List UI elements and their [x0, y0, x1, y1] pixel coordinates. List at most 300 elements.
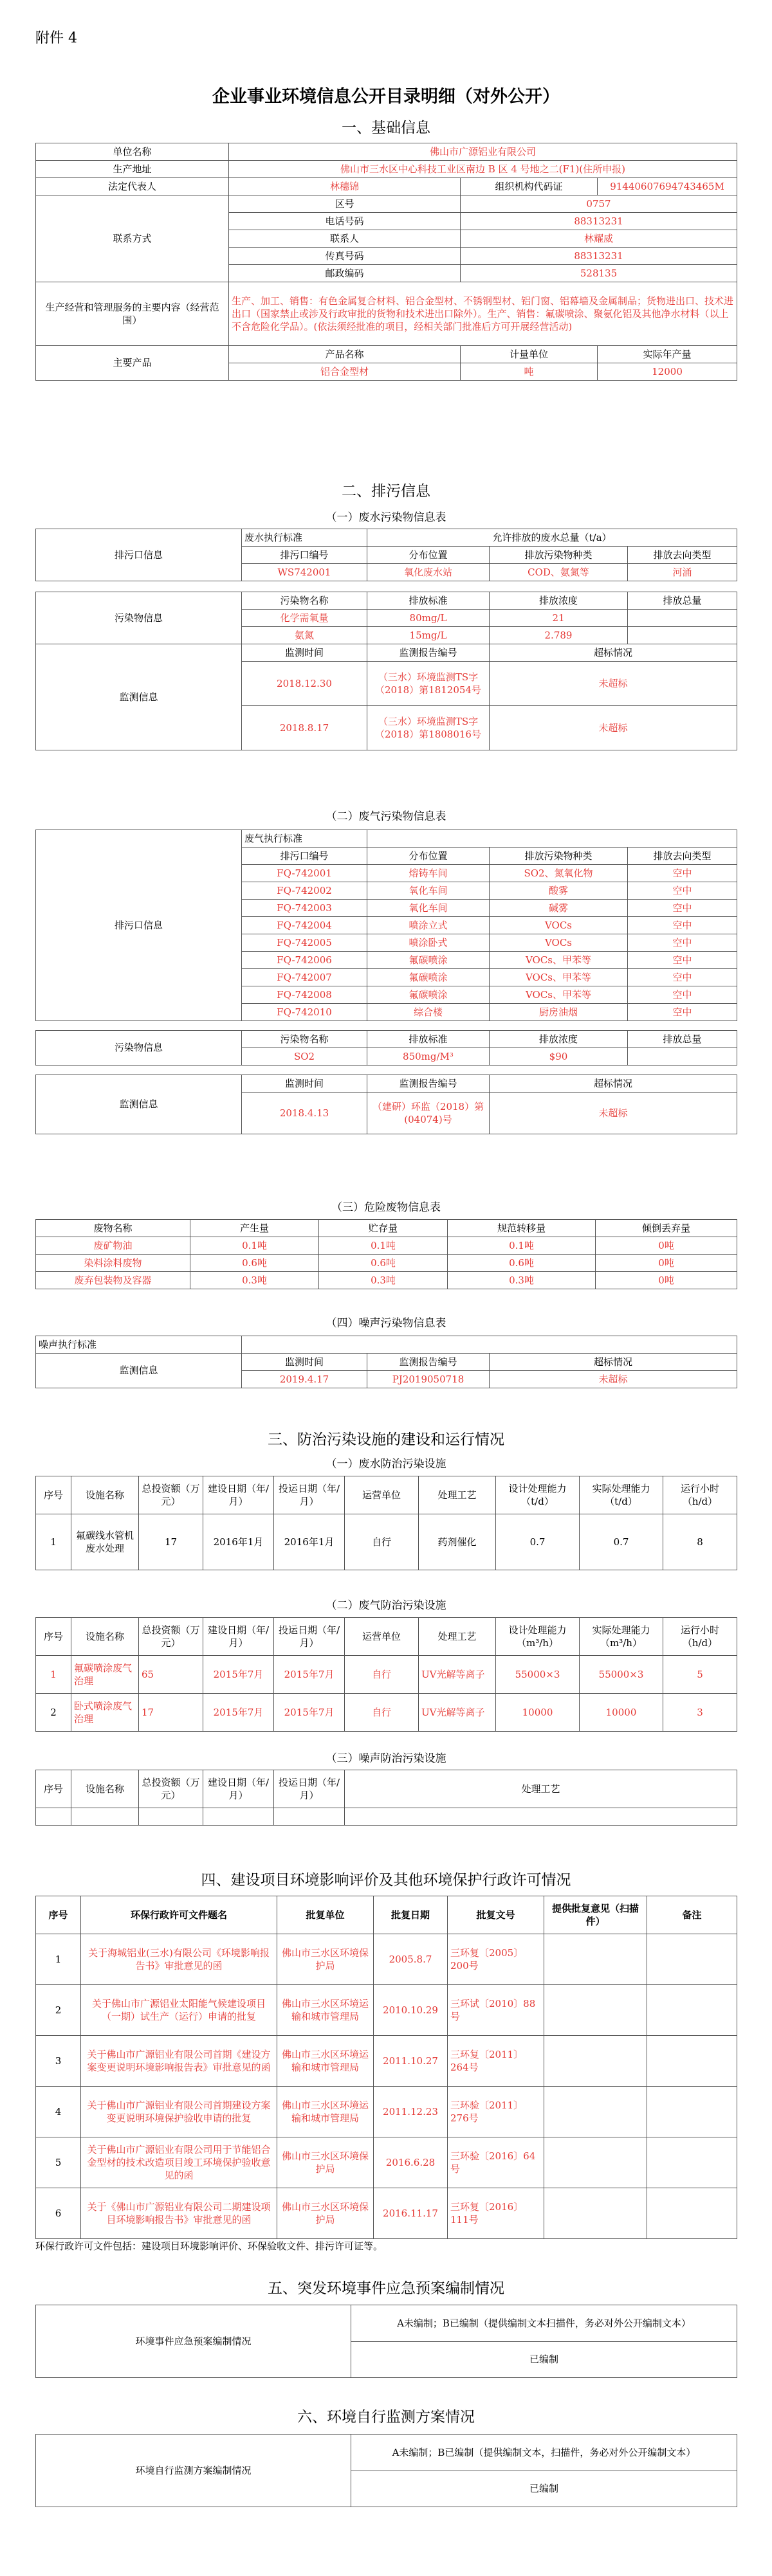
- cell: VOCs、甲苯等: [490, 986, 628, 1004]
- cell: 卧式喷涂废气治理: [71, 1694, 139, 1732]
- table-row: [36, 1618, 737, 1656]
- cell: （建研）环监（2018）第(04074)号: [367, 1093, 490, 1134]
- cell: [544, 2137, 647, 2188]
- cell: 2: [36, 1985, 81, 2036]
- permits-table: [35, 1896, 737, 2239]
- cell: [647, 2087, 737, 2137]
- cell: [203, 1808, 274, 1826]
- header-cell: 产生量: [190, 1220, 319, 1237]
- cell: 3: [663, 1694, 737, 1732]
- cell: 喷涂立式: [367, 917, 490, 934]
- cell-label: 实际年产量: [598, 346, 737, 363]
- cell: [647, 2036, 737, 2087]
- cell: [647, 2137, 737, 2188]
- section-basic-title: 一、基础信息: [342, 120, 430, 136]
- cell: 0吨: [596, 1237, 737, 1255]
- cell-label: 生产经营和管理服务的主要内容（经营范围）: [36, 282, 229, 346]
- cell: 空中: [628, 986, 737, 1004]
- header-cell: 排放浓度: [490, 1031, 628, 1048]
- header-cell: 监测时间: [242, 1075, 367, 1093]
- table-row: [36, 529, 737, 547]
- table-row: [36, 1694, 737, 1732]
- cell: [242, 1336, 737, 1354]
- section-permits-title: 四、建设项目环境影响评价及其他环境保护行政许可情况: [201, 1872, 571, 1889]
- pollutant-group-label: 污染物信息: [36, 592, 242, 644]
- cell-label: 废水执行标准: [242, 529, 367, 547]
- spacer: [36, 581, 737, 592]
- table-row: [36, 2137, 737, 2188]
- table-row: [36, 1808, 737, 1826]
- cell-label: 允许排放的废水总量（t/a）: [367, 529, 737, 547]
- cell: FQ-742001: [242, 865, 367, 882]
- wastewater-table: [35, 529, 737, 750]
- cell: 熔铸车间: [367, 865, 490, 882]
- cell: 三环验〔2016〕64号: [448, 2137, 544, 2188]
- cell-label: 区号: [229, 195, 461, 213]
- header-cell: 排污口编号: [242, 547, 367, 564]
- table-row: [36, 1770, 737, 1808]
- cell-label: 环境事件应急预案编制情况: [36, 2305, 351, 2378]
- cell: 1: [36, 1656, 71, 1694]
- fax: 88313231: [461, 248, 737, 265]
- gas-facility-title: （二）废气防治污染设施: [326, 1599, 446, 1612]
- header-cell: 分布位置: [367, 547, 490, 564]
- header-cell: 批复单位: [277, 1896, 374, 1934]
- cell: [367, 830, 737, 848]
- cell: [647, 1985, 737, 2036]
- unit-name: 佛山市广源铝业有限公司: [229, 143, 737, 161]
- hazwaste-table: [35, 1219, 737, 1289]
- cell: [544, 2087, 647, 2137]
- header-cell: 序号: [36, 1618, 71, 1656]
- outlet-group-label: 排污口信息: [36, 529, 242, 581]
- cell: COD、氨氮等: [490, 564, 628, 581]
- header-cell: 设施名称: [71, 1770, 139, 1808]
- legal-rep: 林穗锦: [229, 178, 461, 195]
- header-cell: 监测时间: [242, 1354, 367, 1371]
- cell-label: 邮政编码: [229, 265, 461, 282]
- cell: VOCs、甲苯等: [490, 969, 628, 986]
- cell: 氧化车间: [367, 882, 490, 900]
- cell: 2011.12.23: [374, 2087, 448, 2137]
- product-unit: 吨: [461, 363, 598, 381]
- business-scope: 生产、加工、销售：有色金属复合材料、铝合金型材、不锈钢型材、铝门窗、铝幕墙及金属制品；货物进出口、技术进出口（国家禁止或涉及行政审批的货物和技术进出口除外）。生产、销售：氟碳喷涂、聚氨化铝及其他净水材料（以上不含危险化学品）。(依法须经批准的项目，经相关部门批准后方可开展经营活动): [229, 282, 737, 346]
- cell: （三水）环境监测TS字（2018）第1808016号: [367, 706, 490, 750]
- cell: 空中: [628, 917, 737, 934]
- cell: 1: [36, 1514, 71, 1570]
- spacer: [36, 1021, 737, 1031]
- noise-facility-table: [35, 1770, 737, 1826]
- header-cell: 投运日期（年/月）: [274, 1618, 345, 1656]
- cell: 0.1吨: [448, 1237, 596, 1255]
- header-cell: 排放总量: [628, 1031, 737, 1048]
- cell: 2019.4.17: [242, 1371, 367, 1388]
- cell-label: 产品名称: [229, 346, 461, 363]
- header-cell: 污染物名称: [242, 1031, 367, 1048]
- header-cell: 监测报告编号: [367, 644, 490, 662]
- cell: 三环复〔2011〕264号: [448, 2036, 544, 2087]
- address: 佛山市三水区中心科技工业区南边 B 区 4 号地之二(F1)(住所申报): [229, 161, 737, 178]
- cell-label: 电话号码: [229, 213, 461, 230]
- cell: 药剂催化: [419, 1514, 496, 1570]
- cell: 0吨: [596, 1272, 737, 1289]
- cell: FQ-742004: [242, 917, 367, 934]
- permit-note: 环保行政许可文件包括：建设项目环境影响评价、环保验收文件、排污许可证等。: [35, 2240, 383, 2252]
- cell: 化学需氧量: [242, 610, 367, 627]
- cell-label: 废气执行标准: [242, 830, 367, 848]
- table-row: [36, 1336, 737, 1354]
- cell: 氟碳喷涂: [367, 969, 490, 986]
- table-row: [36, 2087, 737, 2137]
- cell: [544, 1934, 647, 1985]
- cell: 5: [663, 1656, 737, 1694]
- cell: 2016年1月: [274, 1514, 345, 1570]
- cell: 空中: [628, 1004, 737, 1021]
- zip: 528135: [461, 265, 737, 282]
- cell: PJ2019050718: [367, 1371, 490, 1388]
- cell: [647, 1934, 737, 1985]
- cell: 佛山市三水区环境保护局: [277, 2137, 374, 2188]
- cell: 未超标: [490, 706, 737, 750]
- cell: 2010.10.29: [374, 1985, 448, 2036]
- table-row: [36, 2188, 737, 2239]
- hazwaste-title: （三）危险废物信息表: [331, 1201, 441, 1214]
- cell: 3: [36, 2036, 81, 2087]
- cell: 2011.10.27: [374, 2036, 448, 2087]
- header-cell: 排放去向类型: [628, 547, 737, 564]
- cell: 2018.4.13: [242, 1093, 367, 1134]
- header-cell: 排放污染物种类: [490, 848, 628, 865]
- header-cell: 处理工艺: [419, 1476, 496, 1514]
- cell: 关于佛山市广源铝业有限公司首期《建设方案变更说明环境影响报告表》审批意见的函: [81, 2036, 277, 2087]
- cell: 自行: [345, 1694, 419, 1732]
- table-row: [36, 282, 737, 346]
- cell: 65: [139, 1656, 203, 1694]
- cell: 关于佛山市广源铝业有限公司用于节能铝合金型材的技术改造项目竣工环境保护验收意见的函: [81, 2137, 277, 2188]
- cell: 酸雾: [490, 882, 628, 900]
- header-cell: 设计处理能力（m³/h）: [496, 1618, 580, 1656]
- cell: 空中: [628, 882, 737, 900]
- cell: 0.1吨: [319, 1237, 448, 1255]
- cell: 17: [139, 1694, 203, 1732]
- cell-label: 组织机构代码证: [461, 178, 598, 195]
- cell: 佛山市三水区环境运输和城市管理局: [277, 2036, 374, 2087]
- attachment-label: 附件 4: [35, 30, 77, 46]
- cell: 0.6吨: [448, 1255, 596, 1272]
- cell: 染料涂料废物: [36, 1255, 190, 1272]
- cell: 废矿物油: [36, 1237, 190, 1255]
- cell: 6: [36, 2188, 81, 2239]
- cell: 自行: [345, 1514, 419, 1570]
- cell: 三环复〔2005〕200号: [448, 1934, 544, 1985]
- cell: WS742001: [242, 564, 367, 581]
- header-cell: 批复日期: [374, 1896, 448, 1934]
- product-qty: 12000: [598, 363, 737, 381]
- table-row: [36, 161, 737, 178]
- cell: 佛山市三水区环境保护局: [277, 1934, 374, 1985]
- cell: [345, 1808, 737, 1826]
- header-cell: 备注: [647, 1896, 737, 1934]
- wastegas-table: [35, 830, 737, 1134]
- cell: 未超标: [490, 1371, 737, 1388]
- cell: 0吨: [596, 1255, 737, 1272]
- cell: 0.7: [580, 1514, 663, 1570]
- cell: 未超标: [490, 1093, 737, 1134]
- cell: 氧化车间: [367, 900, 490, 917]
- cell: 空中: [628, 969, 737, 986]
- cell: [36, 1808, 71, 1826]
- header-cell: 超标情况: [490, 1075, 737, 1093]
- monitor-group-label: 监测信息: [36, 644, 242, 750]
- table-row: [36, 195, 737, 213]
- cell: [628, 627, 737, 644]
- cell: 2015年7月: [203, 1694, 274, 1732]
- cell: 2015年7月: [203, 1656, 274, 1694]
- header-cell: 设计处理能力（t/d）: [496, 1476, 580, 1514]
- cell: SO2、氮氧化物: [490, 865, 628, 882]
- table-row: [36, 178, 737, 195]
- cell: 废弃包装物及容器: [36, 1272, 190, 1289]
- header-cell: 序号: [36, 1476, 71, 1514]
- cell: 厨房油烟: [490, 1004, 628, 1021]
- cell: 80mg/L: [367, 610, 490, 627]
- cell-label: 噪声执行标准: [36, 1336, 242, 1354]
- spacer: [36, 1066, 737, 1075]
- cell-label: 单位名称: [36, 143, 229, 161]
- cell-label: 法定代表人: [36, 178, 229, 195]
- product-name: 铝合金型材: [229, 363, 461, 381]
- header-cell: 建设日期（年/月）: [203, 1770, 274, 1808]
- header-cell: 序号: [36, 1770, 71, 1808]
- table-row: [36, 1031, 737, 1048]
- cell: [544, 1985, 647, 2036]
- header-cell: 排放标准: [367, 592, 490, 610]
- monitor-group-label: 监测信息: [36, 1354, 242, 1388]
- header-cell: 设施名称: [71, 1476, 139, 1514]
- table-row: [36, 1656, 737, 1694]
- cell: SO2: [242, 1048, 367, 1066]
- header-cell: 废物名称: [36, 1220, 190, 1237]
- cell: 2016.6.28: [374, 2137, 448, 2188]
- cell: 15mg/L: [367, 627, 490, 644]
- wastegas-title: （二）废气污染物信息表: [326, 810, 446, 823]
- cell: 综合楼: [367, 1004, 490, 1021]
- basic-info-table: [35, 143, 737, 381]
- table-row: [36, 1985, 737, 2036]
- cell: 未超标: [490, 662, 737, 706]
- header-cell: 监测时间: [242, 644, 367, 662]
- cell: VOCs、甲苯等: [490, 952, 628, 969]
- cell: VOCs: [490, 934, 628, 952]
- header-cell: 运行小时（h/d）: [663, 1476, 737, 1514]
- header-cell: 建设日期（年/月）: [203, 1618, 274, 1656]
- cell: 2016.11.17: [374, 2188, 448, 2239]
- table-row: [36, 1075, 737, 1093]
- cell-label: 联系人: [229, 230, 461, 248]
- cell: 喷涂卧式: [367, 934, 490, 952]
- header-cell: 总投资额（万元）: [139, 1770, 203, 1808]
- table-row: [36, 143, 737, 161]
- cell: [544, 2188, 647, 2239]
- cell: FQ-742006: [242, 952, 367, 969]
- noise-title: （四）噪声污染物信息表: [326, 1317, 446, 1330]
- table-row: [36, 2435, 737, 2471]
- table-row: [36, 1514, 737, 1570]
- cell: 1: [36, 1934, 81, 1985]
- pollutant-group-label: 污染物信息: [36, 1031, 242, 1066]
- gas-facility-table: [35, 1617, 737, 1732]
- table-row: [36, 1220, 737, 1237]
- header-cell: 排污口编号: [242, 848, 367, 865]
- cell: [71, 1808, 139, 1826]
- cell: 0.7: [496, 1514, 580, 1570]
- header-cell: 排放污染物种类: [490, 547, 628, 564]
- cell: 2016年1月: [203, 1514, 274, 1570]
- cell: 10000: [580, 1694, 663, 1732]
- main-product-label: 主要产品: [36, 346, 229, 381]
- cell: 三环复〔2016〕111号: [448, 2188, 544, 2239]
- ww-facility-title: （一）废水防治污染设施: [326, 1458, 446, 1471]
- header-cell: 环保行政许可文件题名: [81, 1896, 277, 1934]
- header-cell: 分布位置: [367, 848, 490, 865]
- cell-label: 计量单位: [461, 346, 598, 363]
- cell: 碱雾: [490, 900, 628, 917]
- header-cell: 排放浓度: [490, 592, 628, 610]
- cell: 0.6吨: [190, 1255, 319, 1272]
- table-row: [36, 1476, 737, 1514]
- header-cell: 投运日期（年/月）: [274, 1476, 345, 1514]
- header-cell: 提供批复意见（扫描件）: [544, 1896, 647, 1934]
- zone: 0757: [461, 195, 737, 213]
- cell: FQ-742007: [242, 969, 367, 986]
- phone: 88313231: [461, 213, 737, 230]
- cell: 三环试〔2010〕88号: [448, 1985, 544, 2036]
- cell-label: 环境自行监测方案编制情况: [36, 2435, 351, 2507]
- table-row: [36, 644, 737, 662]
- cell: [274, 1808, 345, 1826]
- header-cell: 运营单位: [345, 1476, 419, 1514]
- status: 已编制: [351, 2341, 737, 2378]
- noise-facility-title: （三）噪声防治污染设施: [326, 1752, 446, 1765]
- cell: FQ-742005: [242, 934, 367, 952]
- cell: 佛山市三水区环境运输和城市管理局: [277, 1985, 374, 2036]
- cell: 2018.12.30: [242, 662, 367, 706]
- cell: 4: [36, 2087, 81, 2137]
- cell: 8: [663, 1514, 737, 1570]
- header-cell: 批复文号: [448, 1896, 544, 1934]
- section-facilities-title: 三、防治污染设施的建设和运行情况: [268, 1431, 504, 1448]
- cell: 55000×3: [496, 1656, 580, 1694]
- header-cell: 监测报告编号: [367, 1075, 490, 1093]
- cell: [139, 1808, 203, 1826]
- header-cell: 规范转移量: [448, 1220, 596, 1237]
- cell: 55000×3: [580, 1656, 663, 1694]
- cell: 空中: [628, 900, 737, 917]
- header-cell: 超标情况: [490, 644, 737, 662]
- contact-label: 联系方式: [36, 195, 229, 282]
- cell: $90: [490, 1048, 628, 1066]
- emergency-table: [35, 2305, 737, 2378]
- header-cell: 排放标准: [367, 1031, 490, 1048]
- cell: 关于佛山市广源铝业太阳能气候建设项目（一期）试生产（运行）申请的批复: [81, 1985, 277, 2036]
- cell: 关于佛山市广源铝业有限公司首期建设方案变更说明环境保护验收申请的批复: [81, 2087, 277, 2137]
- header-cell: 污染物名称: [242, 592, 367, 610]
- table-row: [36, 1066, 737, 1075]
- header-cell: 贮存量: [319, 1220, 448, 1237]
- cell: （三水）环境监测TS字（2018）第1812054号: [367, 662, 490, 706]
- cell: FQ-742003: [242, 900, 367, 917]
- contact-person: 林耀威: [461, 230, 737, 248]
- table-row: [36, 1272, 737, 1289]
- cell: 17: [139, 1514, 203, 1570]
- cell: 氟碳喷涂: [367, 986, 490, 1004]
- header-cell: 排放总量: [628, 592, 737, 610]
- header-cell: 建设日期（年/月）: [203, 1476, 274, 1514]
- cell: 2018.8.17: [242, 706, 367, 750]
- table-row: [36, 2305, 737, 2342]
- header-cell: 设施名称: [71, 1618, 139, 1656]
- table-row: [36, 581, 737, 592]
- cell: [628, 610, 737, 627]
- header-cell: 运营单位: [345, 1618, 419, 1656]
- header-cell: 总投资额（万元）: [139, 1618, 203, 1656]
- cell: 0.3吨: [448, 1272, 596, 1289]
- cell: 0.6吨: [319, 1255, 448, 1272]
- cell: 2: [36, 1694, 71, 1732]
- table-row: [36, 1934, 737, 1985]
- outlet-group-label: 排污口信息: [36, 830, 242, 1021]
- page-title: 企业事业环境信息公开目录明细（对外公开）: [212, 87, 560, 107]
- cell: 850mg/M³: [367, 1048, 490, 1066]
- status: 已编制: [351, 2471, 737, 2507]
- cell: 2015年7月: [274, 1656, 345, 1694]
- org-code: 91440607694743465M: [598, 178, 737, 195]
- ww-facility-table: [35, 1476, 737, 1570]
- section-monitoring-title: 六、环境自行监测方案情况: [297, 2409, 475, 2426]
- cell: 2.789: [490, 627, 628, 644]
- header-cell: 排放去向类型: [628, 848, 737, 865]
- cell: 2015年7月: [274, 1694, 345, 1732]
- cell: 氨氮: [242, 627, 367, 644]
- monitor-group-label: 监测信息: [36, 1075, 242, 1134]
- cell: [647, 2188, 737, 2239]
- cell: 自行: [345, 1656, 419, 1694]
- table-row: [36, 1237, 737, 1255]
- header-cell: 序号: [36, 1896, 81, 1934]
- header-cell: 实际处理能力（t/d）: [580, 1476, 663, 1514]
- cell: UV光解等离子: [419, 1656, 496, 1694]
- options: A未编制；B已编制（提供编制文本，扫描件，务必对外公开编制文本）: [351, 2435, 737, 2471]
- cell: 关于《佛山市广源铝业有限公司二期建设项目环境影响报告书》审批意见的函: [81, 2188, 277, 2239]
- header-cell: 实际处理能力（m³/h）: [580, 1618, 663, 1656]
- header-cell: 投运日期（年/月）: [274, 1770, 345, 1808]
- table-row: [36, 2036, 737, 2087]
- cell: 佛山市三水区环境运输和城市管理局: [277, 2087, 374, 2137]
- table-row: [36, 592, 737, 610]
- cell: 0.1吨: [190, 1237, 319, 1255]
- section-emission-title: 二、排污信息: [342, 483, 430, 500]
- cell: 21: [490, 610, 628, 627]
- cell: [544, 2036, 647, 2087]
- cell-label: 生产地址: [36, 161, 229, 178]
- cell: 佛山市三水区环境保护局: [277, 2188, 374, 2239]
- table-row: [36, 346, 737, 363]
- cell: VOCs: [490, 917, 628, 934]
- wastewater-title: （一）废水污染物信息表: [326, 511, 446, 524]
- cell: FQ-742008: [242, 986, 367, 1004]
- cell: 氟碳喷涂废气治理: [71, 1656, 139, 1694]
- table-row: [36, 830, 737, 848]
